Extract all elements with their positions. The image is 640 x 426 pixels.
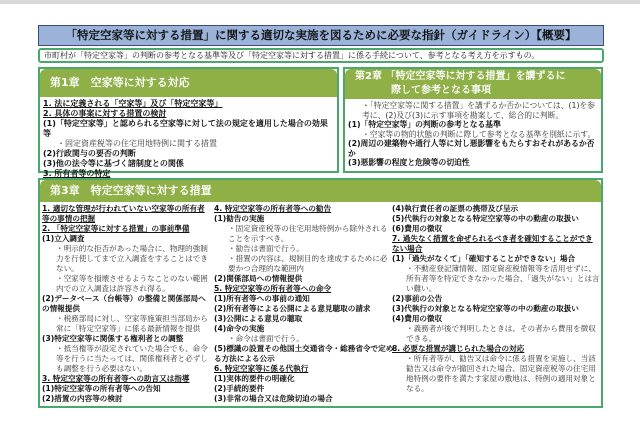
list-item: (2)データベース（台帳等）の整備と関係部局への情報提供 (42, 294, 206, 313)
page-title: 「特定空家等に対する措置」に関する適切な実施を図るために必要な指針（ガイドライン）【概要】 (38, 25, 604, 46)
list-item: 7. 過失なく措置を命ぜられるべき者を確知することができない場合 (392, 234, 593, 253)
chapter-2-heading-line1: 第2章 「特定空家等に対する措置」を講ずるに (355, 71, 566, 82)
list-item: ・勧告は書面で行う。 (228, 244, 304, 253)
list-item: 1. 適切な管理が行われていない空家等の所有者等の事情の把握 (42, 204, 205, 223)
list-item: ・空家等の物的状態の判断に際して参考となる基準を別紙に示す。 (362, 129, 596, 139)
chapter-1 (38, 67, 339, 178)
list-item: (2)手続的要件 (214, 384, 265, 393)
list-item: 6. 特定空家等に係る代執行 (214, 364, 309, 373)
chapter-3-column-2 (214, 204, 394, 404)
list-item: (2)事前の公告 (392, 294, 443, 303)
list-item: (1)特定空家等の所有者等への告知 (42, 384, 161, 393)
list-item: (3)他の法令等に基づく諸制度との関係 (43, 159, 184, 168)
list-item: 8. 必要な措置が講じられた場合の対応 (392, 344, 525, 353)
summary-line: 市町村が「特定空家等」の判断の参考となる基準等及び「特定空家等に対する措置」に係る手続について、参考となる考え方を示すもの。 (38, 48, 604, 63)
list-item: 5. 特定空家等の所有者等への命令 (214, 284, 332, 293)
list-item: (4)費用の徴収 (392, 314, 443, 323)
top-bar (0, 0, 640, 4)
list-item: (3)公開による意見の聴取 (214, 314, 303, 323)
chapter-3-column-3 (392, 204, 600, 394)
list-item: (2)行政関与の要否の判断 (43, 149, 136, 158)
list-item: (2)周辺の建築物や通行人等に対し悪影響をもたらすおそれがあるか否か (348, 139, 595, 158)
list-item: (3)特定空家等に関係する権利者との調整 (42, 334, 184, 343)
list-item: (1)「過失がなくて」「確知することができない」場合 (392, 254, 576, 263)
list-item: (1)所有者等への事前の通知 (214, 294, 310, 303)
list-item: ・税務部局に対し、空家等施策担当部局から常に「特定空家等」に係る最新情報を提供 (56, 314, 208, 333)
list-item: ・空家等を損壊させるようなことのない範囲内での立入調査は許容され得る。 (56, 274, 208, 293)
list-item: ・措置の内容は、規制目的を達成するために必要かつ合理的な範囲内 (228, 254, 388, 273)
list-item: (1)勧告の実施 (214, 214, 265, 223)
list-item: 3. 所有者等の特定 (43, 169, 111, 178)
list-item: 2. 具体の事案に対する措置の検討 (43, 109, 167, 118)
list-item: (1)立入調査 (42, 234, 85, 243)
list-item: (4)命令の実施 (214, 324, 265, 333)
chapter-2-heading-line2: 際して参考となる事項 (391, 85, 491, 96)
list-item: (2)措置の内容等の検討 (42, 394, 123, 403)
list-item: 1. 法に定義される「空家等」及び「特定空家等」 (43, 99, 223, 108)
list-item: 3. 特定空家等の所有者等への助言又は指導 (42, 374, 190, 383)
chapter-3-heading: 第3章 特定空家等に対する措置 (40, 180, 601, 202)
list-item: (1)「特定空家等」の判断の参考となる基準 (348, 120, 501, 129)
list-item: ・固定資産税等の住宅用地特例から除外されることを示すべき。 (228, 224, 388, 243)
list-item: ・「特定空家等に関する措置」を講ずるか否かについては、(1)を参考に、(2)及び(3)に示す事項を勘案して、総合的に判断。 (362, 101, 596, 120)
list-item: 2. 「特定空家等に対する措置」の事前準備 (42, 224, 190, 233)
list-item: (4)執行責任者の証票の携帯及び呈示 (392, 204, 519, 213)
chapter-1-body (40, 97, 337, 181)
chapter-2-heading (345, 69, 601, 99)
list-item: (6)費用の徴収 (392, 224, 443, 233)
list-item: (3)代執行の対象となる特定空家等の中の動産の取扱い (392, 304, 579, 313)
list-item: ・命令は書面で行う。 (228, 334, 304, 343)
list-item: ・不動産登記簿情報、固定資産税情報等を活用せずに、所有者等を特定できなかった場合、「過失がない」とは言い難い。 (406, 264, 600, 293)
chapter-1-heading: 第1章 空家等に対する対応 (40, 69, 337, 97)
chapter-2 (343, 67, 603, 173)
chapter-3 (38, 178, 603, 408)
list-item: ・義務者が後で判明したときは、その者から費用を徴収できる。 (406, 324, 596, 343)
list-item: (1)実体的要件の明確化 (214, 374, 295, 383)
list-item: ・所有者等が、勧告又は命令に係る措置を実施し、当該勧告又は命令が撤回された場合、固定資産税等の住宅用地特例の要件を満たす家屋の敷地は、特例の適用対象となる。 (406, 354, 596, 393)
list-item: 4. 特定空家等の所有者等への勧告 (214, 204, 332, 213)
list-item: (3)悪影響の程度と危険等の切迫性 (348, 158, 470, 167)
list-item: (2)関係部局への情報提供 (214, 274, 303, 283)
list-item: (1)「特定空家等」と認められる空家等に対して法の規定を適用した場合の効果等 (43, 119, 328, 138)
chapter-3-column-1 (42, 204, 210, 404)
list-item: (5)代執行の対象となる特定空家等の中の動産の取扱い (392, 214, 579, 223)
list-item: ・抵当権等が設定されていた場合でも、命令等を行うに当たっては、関係権利者と必ずしも調整を行う必要はない。 (56, 344, 208, 373)
list-item: (2)所有者等による公開による意見聴取の請求 (214, 304, 371, 313)
chapter-2-body (345, 99, 601, 170)
list-item: (5)標識の設置その他国土交通省令・総務省令で定める方法による公示 (214, 344, 394, 363)
list-item: ・固定資産税等の住宅用地特例に関する措置 (57, 139, 217, 148)
list-item: (3)非常の場合又は危険切迫の場合 (214, 394, 333, 403)
list-item: ・明示的な拒否があった場合に、物理的強制力を行使してまで立入調査をすることはできない。 (56, 244, 208, 273)
